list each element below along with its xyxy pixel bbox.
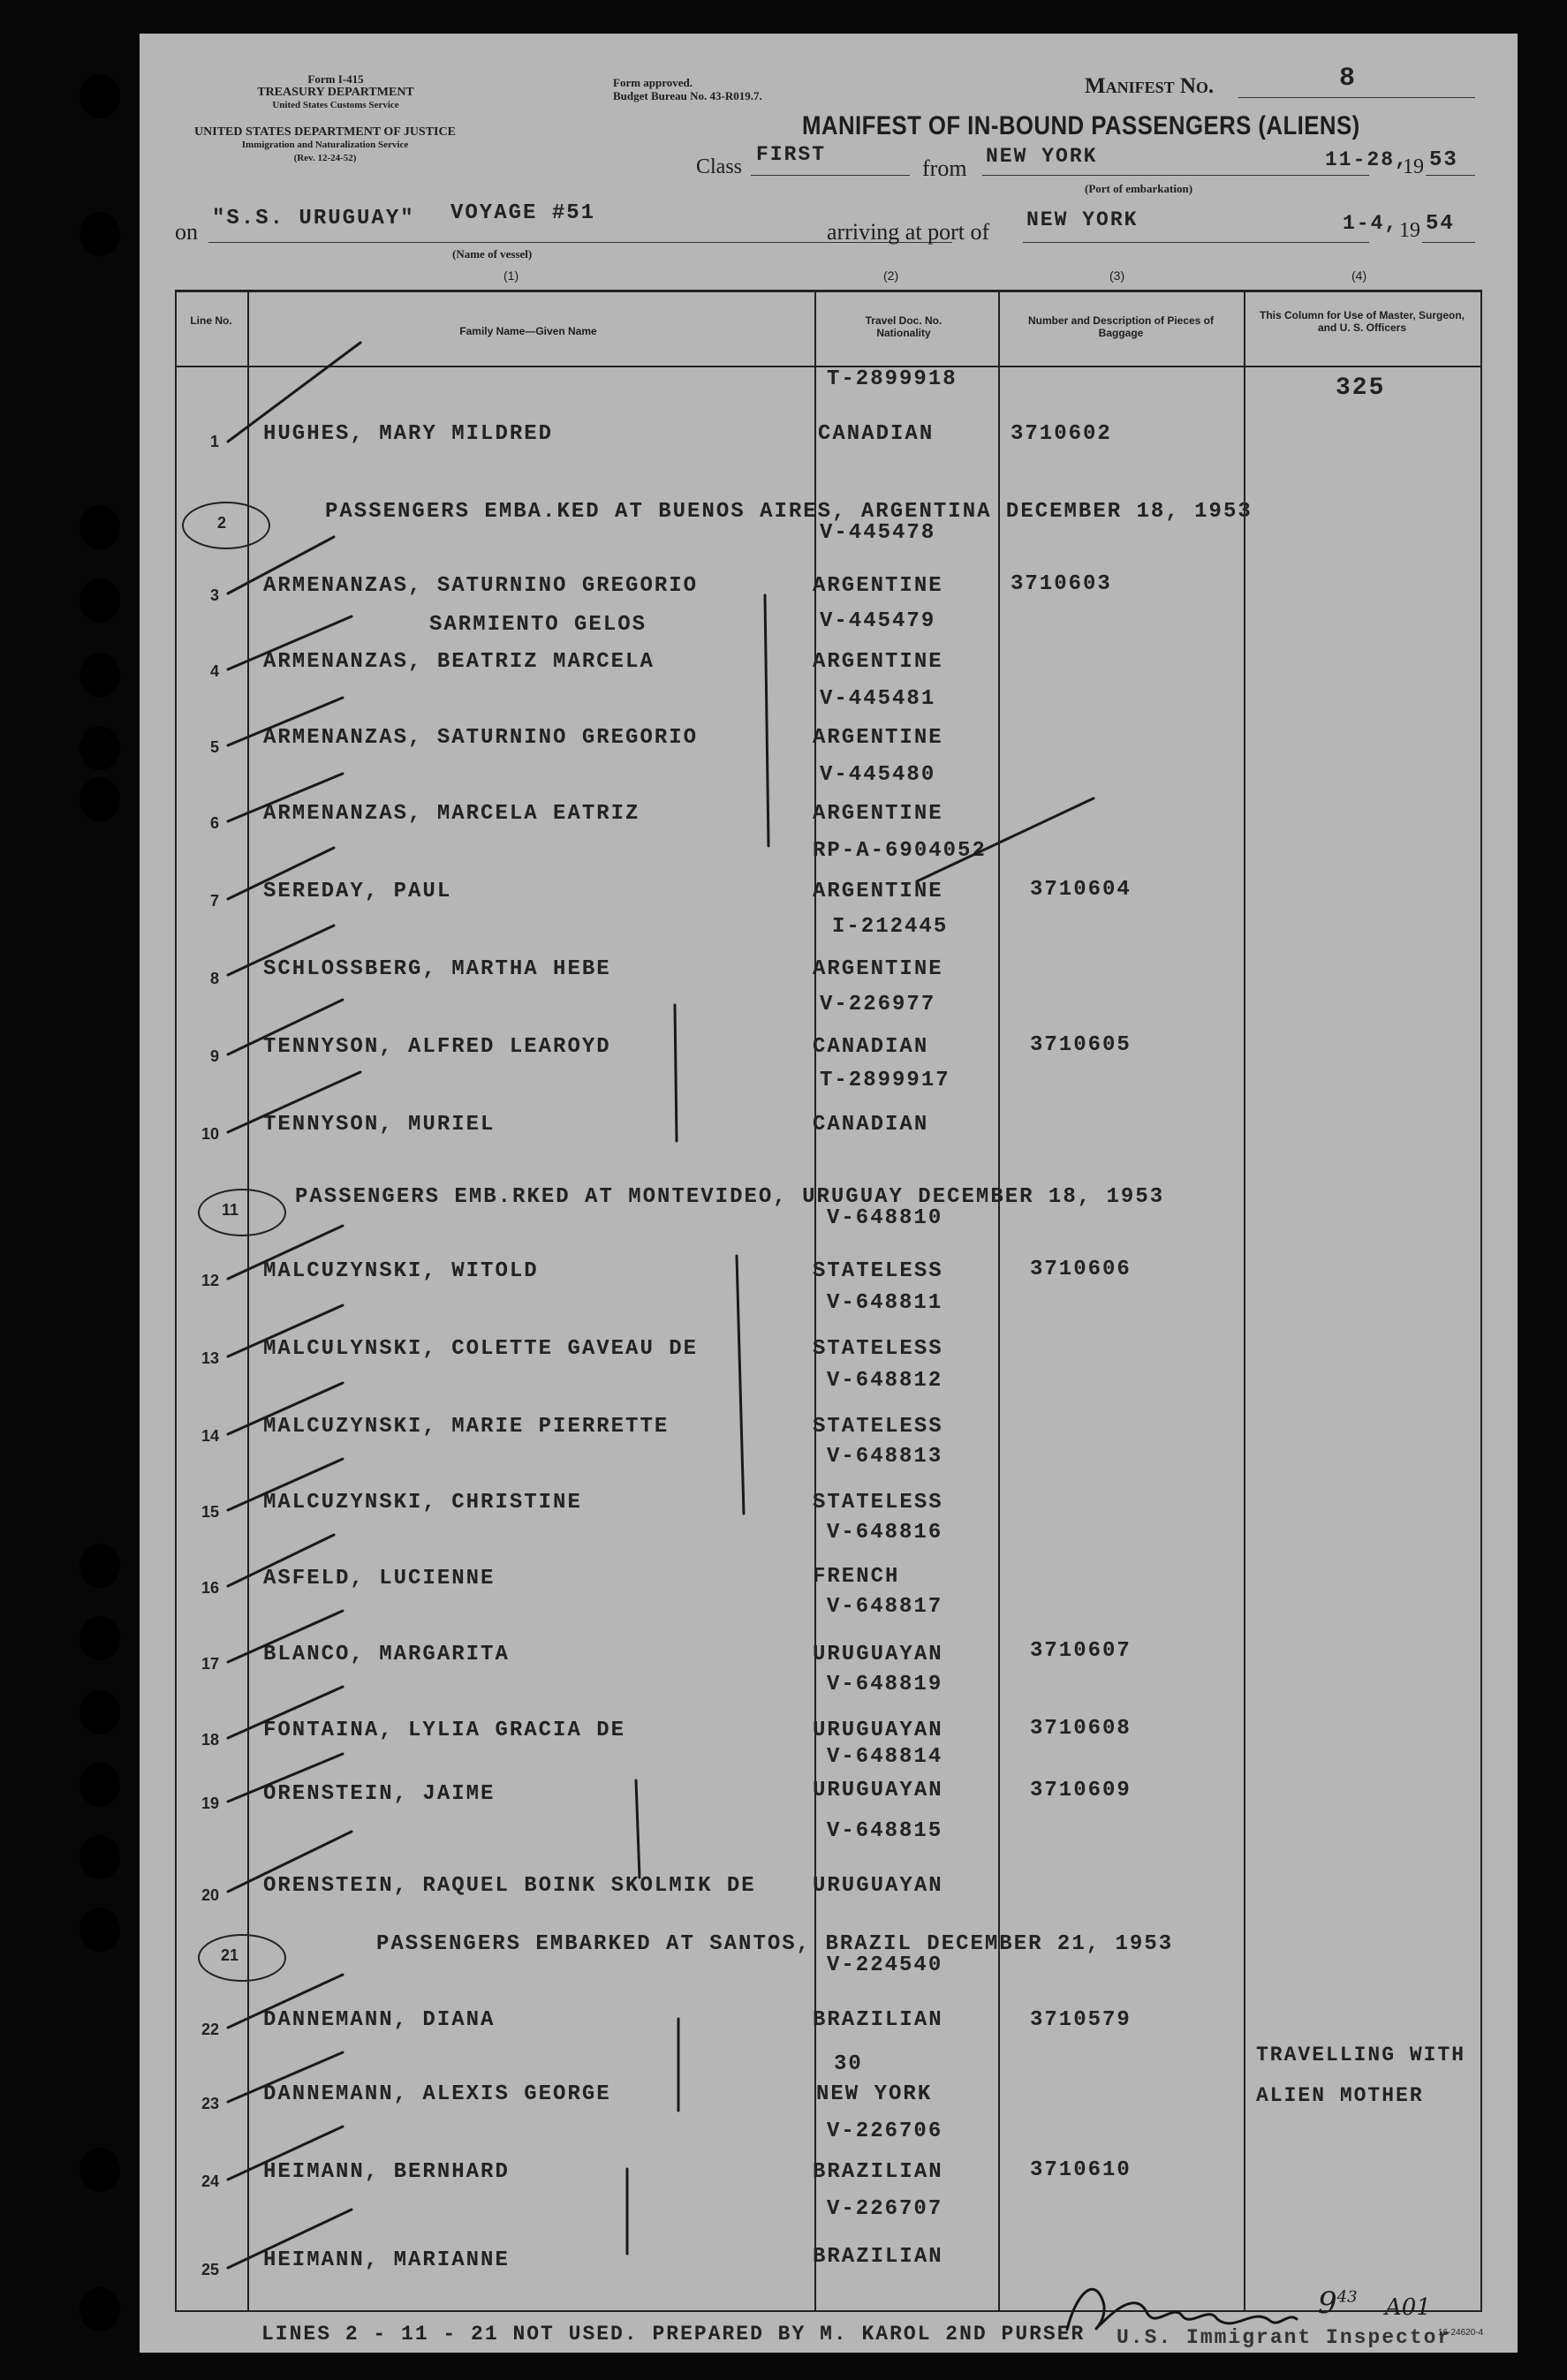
row-23-nationality: NEW YORK — [816, 2082, 933, 2106]
form-number: Form I-415 — [307, 72, 364, 86]
row-8-name: SCHLOSSBERG, MARTHA HEBE — [263, 957, 611, 981]
row-21-section: PASSENGERS EMBARKED AT SANTOS, BRAZIL DECEMBER 21, 1953 — [376, 1932, 1174, 1956]
vessel-caption: (Name of vessel) — [452, 247, 533, 261]
header-baggage: Number and Description of Pieces of Baggage — [1027, 314, 1215, 339]
header-line-no: Line No. — [190, 314, 232, 327]
row-14-nationality: STATELESS — [813, 1415, 943, 1439]
row-11-section: PASSENGERS EMB.RKED AT MONTEVIDEO, URUGUAY DECEMBER 18, 1953 — [295, 1185, 1165, 1209]
arrival-port: NEW YORK — [1026, 208, 1139, 231]
row-23-remark: TRAVELLING WITH — [1256, 2044, 1466, 2066]
row-15-nationality: STATELESS — [813, 1491, 943, 1515]
row-21-line: 21 — [220, 1946, 238, 1964]
budget-bureau: Budget Bureau No. 43-R019.7. — [613, 89, 762, 102]
row-23-doc: 30 — [834, 2052, 863, 2076]
row-9-baggage: 3710605 — [1030, 1033, 1132, 1057]
arrival-year: 54 — [1426, 212, 1455, 236]
row-12-line: 12 — [201, 1272, 219, 1289]
row-7-line: 7 — [209, 892, 219, 910]
row-17-baggage: 3710607 — [1030, 1639, 1132, 1663]
row-24-doc: V-226706 — [827, 2119, 943, 2143]
col-number-1: (1) — [503, 268, 519, 283]
row-12-doc: V-648810 — [827, 1206, 943, 1230]
row-16-doc: V-648816 — [827, 1521, 943, 1545]
row-10-line: 10 — [201, 1125, 219, 1143]
row-24-baggage: 3710610 — [1030, 2158, 1132, 2182]
row-4-doc: V-445479 — [820, 609, 936, 633]
row-13-name: MALCULYNSKI, COLETTE GAVEAU DE — [263, 1337, 699, 1361]
row-3-doc: V-445478 — [820, 521, 936, 545]
row-8-doc: I-212445 — [832, 915, 949, 939]
binder-hole — [79, 654, 120, 698]
treasury-dept: TREASURY DEPARTMENT — [257, 86, 414, 99]
form-approved: Form approved. — [613, 76, 693, 89]
binder-hole — [79, 777, 120, 821]
row-7-doc: RP-A-6904052 — [813, 839, 987, 863]
on-label: on — [175, 219, 198, 245]
arriving-label: arriving at port of — [827, 219, 990, 245]
embark-year-prefix: 19 — [1403, 155, 1424, 178]
footer-form-code: 16-24620-4 — [1438, 2328, 1484, 2338]
footer-note: LINES 2 - 11 - 21 NOT USED. PREPARED BY M. KAROL 2ND PURSER — [261, 2323, 1086, 2346]
header-doc: Travel Doc. No. Nationality — [865, 314, 942, 339]
row-8-nationality: ARGENTINE — [813, 957, 943, 981]
binder-hole — [79, 2148, 120, 2192]
handwritten-code-main: 9 — [1318, 2286, 1337, 2321]
row-19-nationality: URUGUAYAN — [813, 1779, 943, 1802]
binder-hole — [79, 505, 120, 549]
binder-hole — [79, 212, 120, 256]
handwritten-code — [1318, 2286, 1358, 2321]
arrival-date: 1-4, — [1343, 212, 1399, 235]
binder-hole — [79, 726, 120, 770]
justice-dept: UNITED STATES DEPARTMENT OF JUSTICE — [194, 125, 456, 139]
row-20-nationality: URUGUAYAN — [813, 1874, 943, 1898]
row-15-name: MALCUZYNSKI, CHRISTINE — [263, 1491, 582, 1515]
row-3-name: ARMENANZAS, SATURNINO GREGORIO — [263, 574, 699, 598]
row-4-name-above: SARMIENTO GELOS — [429, 613, 647, 637]
arrival-year-prefix: 19 — [1399, 219, 1420, 242]
header-officers: This Column for Use of Master, Surgeon, and U. S. Officers — [1259, 309, 1465, 334]
row-4-nationality: ARGENTINE — [813, 650, 943, 674]
row-1-nationality: CANADIAN — [818, 422, 935, 446]
row-2-section: PASSENGERS EMBA.KED AT BUENOS AIRES, ARGENTINA DECEMBER 18, 1953 — [325, 500, 1253, 524]
inspector-signature — [140, 34, 1518, 2353]
row-6-name: ARMENANZAS, MARCELA EATRIZ — [263, 802, 640, 826]
row-19-line: 19 — [201, 1794, 219, 1812]
row-2-line: 2 — [216, 514, 226, 532]
col-number-4: (4) — [1351, 268, 1367, 283]
row-24-name: HEIMANN, BERNHARD — [263, 2160, 510, 2184]
class-value: FIRST — [756, 143, 827, 166]
row-17-line: 17 — [201, 1655, 219, 1673]
row-18-nationality: URUGUAYAN — [813, 1719, 943, 1742]
col-number-3: (3) — [1109, 268, 1125, 283]
binder-hole — [79, 74, 120, 118]
row-18-doc: V-648819 — [827, 1673, 943, 1696]
binder-hole — [79, 1690, 120, 1734]
row-13-doc: V-648811 — [827, 1291, 943, 1315]
handwritten-code-2: A01 — [1385, 2294, 1431, 2321]
binder-hole — [79, 578, 120, 623]
row-18-name: FONTAINA, LYLIA GRACIA DE — [263, 1719, 626, 1742]
row-9-nationality: CANADIAN — [813, 1035, 929, 1059]
row-22-nationality: BRAZILIAN — [813, 2008, 943, 2032]
row-23-remark-2: ALIEN MOTHER — [1256, 2084, 1424, 2107]
row-14-name: MALCUZYNSKI, MARIE PIERRETTE — [263, 1415, 670, 1439]
row-6-line: 6 — [209, 814, 219, 832]
col-number-2: (2) — [883, 268, 899, 283]
row-18-baggage: 3710608 — [1030, 1717, 1132, 1741]
manifest-number: 8 — [1339, 64, 1358, 94]
row-20-doc: V-648815 — [827, 1819, 943, 1843]
binder-hole — [79, 1835, 120, 1879]
page-title: MANIFEST OF IN-BOUND PASSENGERS (ALIENS) — [802, 111, 1360, 140]
row-3-line: 3 — [209, 586, 219, 604]
from-label: from — [922, 155, 967, 181]
row-5-line: 5 — [209, 738, 219, 756]
row-17-nationality: URUGUAYAN — [813, 1643, 943, 1666]
binder-hole — [79, 2287, 120, 2331]
binder-hole — [79, 1763, 120, 1807]
row-24-nationality: BRAZILIAN — [813, 2160, 943, 2184]
row-14-line: 14 — [201, 1427, 219, 1445]
row-25-name: HEIMANN, MARIANNE — [263, 2248, 510, 2272]
row-11-line: 11 — [221, 1201, 238, 1219]
row-17-doc: V-648817 — [827, 1595, 943, 1619]
row-5-nationality: ARGENTINE — [813, 726, 943, 750]
row-6-doc: V-445480 — [820, 763, 936, 787]
row-1-name: HUGHES, MARY MILDRED — [263, 422, 554, 446]
row-18-line: 18 — [201, 1731, 219, 1749]
embark-year: 53 — [1429, 148, 1458, 172]
row-20-name: ORENSTEIN, RAQUEL BOINK SKOLMIK DE — [263, 1874, 756, 1898]
row-12-baggage: 3710606 — [1030, 1258, 1132, 1281]
row-12-nationality: STATELESS — [813, 1259, 943, 1283]
vessel-name: "S.S. URUGUAY" — [212, 207, 415, 230]
row-4-name: ARMENANZAS, BEATRIZ MARCELA — [263, 650, 655, 674]
row-3-nationality: ARGENTINE — [813, 574, 943, 598]
row-19-doc: V-648814 — [827, 1745, 943, 1769]
row-1-doc: T-2899918 — [827, 367, 958, 391]
row-5-name: ARMENANZAS, SATURNINO GREGORIO — [263, 726, 699, 750]
row-22-name: DANNEMANN, DIANA — [263, 2008, 496, 2032]
row-22-line: 22 — [201, 2021, 219, 2038]
header-name: Family Name—Given Name — [459, 325, 597, 337]
row-3-baggage: 3710603 — [1011, 572, 1112, 596]
from-value: NEW YORK — [986, 145, 1098, 168]
row-13-nationality: STATELESS — [813, 1337, 943, 1361]
binder-hole — [79, 1616, 120, 1660]
row-17-name: BLANCO, MARGARITA — [263, 1643, 510, 1666]
handwritten-code-sup: 43 — [1336, 2287, 1358, 2307]
row-16-name: ASFELD, LUCIENNE — [263, 1567, 496, 1590]
row-4-line: 4 — [209, 662, 219, 680]
row-12-name: MALCUZYNSKI, WITOLD — [263, 1259, 539, 1283]
class-label: Class — [696, 155, 743, 178]
row-7-nationality: ARGENTINE — [813, 880, 943, 903]
row-16-line: 16 — [201, 1579, 219, 1597]
row-10-name: TENNYSON, MURIEL — [263, 1113, 496, 1137]
row-14-doc: V-648812 — [827, 1369, 943, 1393]
revision: (Rev. 12-24-52) — [293, 153, 357, 163]
row-9-doc: V-226977 — [820, 993, 936, 1016]
row-13-line: 13 — [201, 1349, 219, 1367]
row-22-doc: V-224540 — [827, 1953, 943, 1977]
row-25-line: 25 — [201, 2261, 219, 2278]
row-7-baggage: 3710604 — [1030, 878, 1132, 902]
row-1-baggage: 3710602 — [1011, 422, 1112, 446]
row-10-nationality: CANADIAN — [813, 1113, 929, 1137]
row-8-line: 8 — [209, 970, 219, 987]
row-5-doc: V-445481 — [820, 687, 936, 711]
row-25-nationality: BRAZILIAN — [813, 2245, 943, 2269]
row-23-line: 23 — [201, 2095, 219, 2112]
row-23-name: DANNEMANN, ALEXIS GEORGE — [263, 2082, 611, 2106]
voyage-number: VOYAGE #51 — [450, 201, 596, 225]
row-19-name: ORENSTEIN, JAIME — [263, 1782, 496, 1806]
row-1-line: 1 — [209, 433, 219, 450]
row-25-doc: V-226707 — [827, 2197, 943, 2221]
row-7-name: SEREDAY, PAUL — [263, 880, 452, 903]
port-embarkation-caption: (Port of embarkation) — [1085, 182, 1193, 195]
row-15-line: 15 — [201, 1503, 219, 1521]
binder-hole — [79, 1908, 120, 1952]
row-6-nationality: ARGENTINE — [813, 802, 943, 826]
row-20-line: 20 — [201, 1886, 219, 1904]
row-15-doc: V-648813 — [827, 1445, 943, 1469]
row-9-line: 9 — [209, 1047, 219, 1065]
ins-service: Immigration and Naturalization Service — [241, 140, 409, 150]
row-1-remark: 325 — [1336, 374, 1386, 402]
row-24-line: 24 — [201, 2172, 219, 2190]
manifest-label: Manifest No. — [1085, 74, 1215, 98]
row-16-nationality: FRENCH — [813, 1565, 900, 1589]
binder-hole — [79, 1544, 120, 1588]
row-10-doc: T-2899917 — [820, 1069, 950, 1092]
row-22-baggage: 3710579 — [1030, 2008, 1132, 2032]
embark-date: 11-28, — [1325, 148, 1409, 171]
row-9-name: TENNYSON, ALFRED LEAROYD — [263, 1035, 611, 1059]
row-19-baggage: 3710609 — [1030, 1779, 1132, 1802]
manifest-page — [140, 34, 1518, 2353]
customs-service: United States Customs Service — [272, 100, 399, 110]
footer-inspector: U.S. Immigrant Inspector — [1117, 2326, 1452, 2349]
